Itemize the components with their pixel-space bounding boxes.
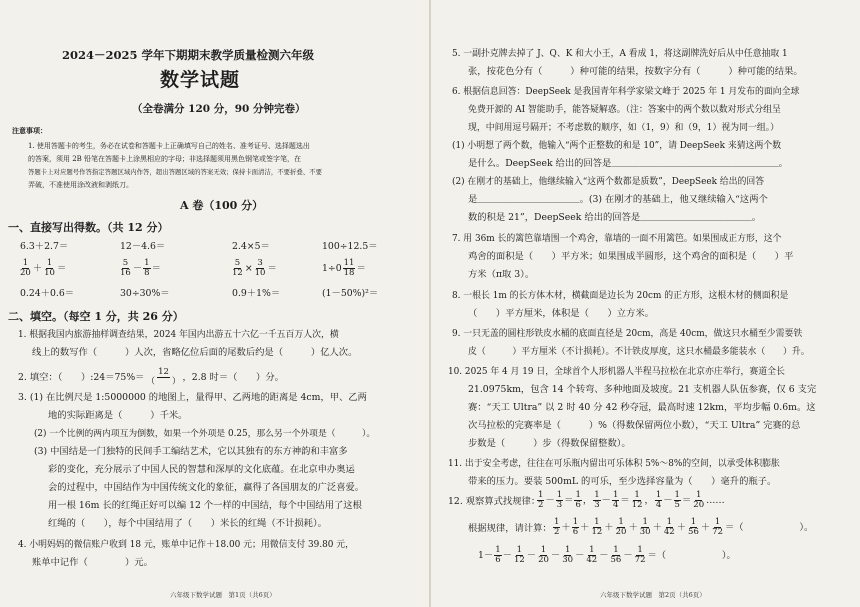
calc-1: 6.3＋2.7＝ <box>20 241 69 252</box>
note-line-1: 1. 使用答题卡的考生，务必在试卷和答题卡上正确填写自己的姓名、准考证号、选择题选出 <box>28 142 310 150</box>
q1-line-2: 线上的数写作（ ）人次，省略亿位后面的尾数后约是（ ）亿人次。 <box>32 347 358 358</box>
note-line-2: 的答案，须用 2B 铅笔在答题卡上涂黑相应的字母；非选择题须用黑色钢笔或签字笔，在 <box>28 155 302 163</box>
volume-a-heading: A 卷（100 分） <box>180 199 264 212</box>
q8-line-1: 8. 一根长 1m 的长方体木材，横截面是边长为 20cm 的正方形，这根木材的侧面积是 <box>452 291 789 301</box>
q5-line-1: 5. 一副扑克牌去掉了 J、Q、K 和大小王，A 看成 1，将这副牌洗好后从中任意抽取 1 <box>452 49 788 59</box>
calc-frac-3: $\frac{5}{12}$ × $\frac{3}{10}$ ＝ <box>232 258 277 278</box>
q6-1-line-1: (1) 小明想了两个数，他输入“两个正整数的和是 10”，请 DeepSeek 来猜这两个数 <box>452 141 782 151</box>
q6-2-line-2: 是＿＿＿＿＿＿＿＿＿＿＿。(3) 在刚才的基础上，他又继续输入“这两个 <box>468 194 768 205</box>
q3-3-line-5: 红绳的（ ），每个中国结用了（ ）米长的红绳（不计损耗）。 <box>48 518 327 529</box>
calc-2: 12－4.6＝ <box>120 241 166 252</box>
q9-line-1: 9. 一只无盖的圆柱形铁皮水桶的底面直径是 20cm，高是 40cm，做这只水桶至少需要铁 <box>452 329 803 339</box>
exam-title: 2024－2025 学年下期期末教学质量检测六年级 <box>62 48 315 62</box>
q3-3-line-3: 会的过程中，中国结作为中国传统文化的象征，赢得了各国朋友的广泛喜爱。 <box>48 482 365 493</box>
q11-line-2: 带来的压力。要装 500mL 的可乐，至少选择容量为（ ）毫升的瓶子。 <box>468 476 777 487</box>
q7-line-1: 7. 用 36m 长的篱笆靠墙围一个鸡舍，靠墙的一面不用篱笆。如果围成正方形，这个 <box>452 234 782 244</box>
q10-line-5: 步数是（ ）步（得数保留整数）。 <box>468 438 631 449</box>
calc-frac-2: $\frac{5}{16}$ － $\frac{1}{8}$ ＝ <box>120 258 161 278</box>
page-2-footer: 六年级下数学试题 第2页（共6页） <box>600 591 706 599</box>
q6-2-line-1: (2) 在刚才的基础上，他继续输入“这两个数都是质数”，DeepSeek 给出的回答 <box>452 177 765 187</box>
calc-8: (1－50%)²＝ <box>322 288 379 299</box>
q6-1-line-2: 是什么。DeepSeek 给出的回答是＿＿＿＿＿＿＿＿＿＿＿＿＿＿＿＿＿＿。 <box>468 158 788 169</box>
q6-line-3: 现，中间用逗号隔开；不考虑数的顺序，如（1，9）和（9，1）视为同一组。） <box>468 123 780 133</box>
full-mark-note: （全卷满分 120 分，90 分钟完卷） <box>132 103 306 115</box>
q11-line-1: 11. 出于安全考虑，往往在可乐瓶内留出可乐体积 5%～8%的空间，以承受体积膨胀 <box>448 459 780 469</box>
calc-6: 30÷30%＝ <box>120 288 170 299</box>
notes-heading: 注意事项： <box>12 126 47 135</box>
page-2 <box>430 0 860 607</box>
q9-line-2: 皮（ ）平方厘米（不计损耗）。不计铁皮厚度，这只水桶最多能装水（ ）升。 <box>468 347 810 357</box>
q12-expression-2: 1－ $\frac{1}{6}$ － $\frac{1}{12}$ － $\frac{1}{20}$ － $\frac{1}{30}$ － $\frac{1}{42}$ － $\frac{1}{56}$ － $\frac{1}{72}$ ＝（ ）。 <box>478 545 736 565</box>
subject-title: 数学试题 <box>160 69 241 91</box>
q3-3-line-2: 彩的变化，充分展示了中国人民的智慧和深厚的文化底蕴。在北京申办奥运 <box>48 464 355 475</box>
q3-3-line-4: 用一根 16m 长的红绳正好可以编 12 个一样的中国结，每个中国结用了这根 <box>48 500 362 511</box>
q10-line-1: 10. 2025 年 4 月 19 日，全球首个人形机器人半程马拉松在北京亦庄举行，赛道全长 <box>448 367 785 377</box>
calc-frac-1: $\frac{1}{20}$ ＋ $\frac{1}{10}$ ＝ <box>20 258 67 278</box>
q12-expression-1: $\frac{1}{2}$ ＋ $\frac{1}{6}$ ＋ $\frac{1}{12}$ ＋ $\frac{1}{20}$ ＋ $\frac{1}{30}$ ＋ $\frac{1}{42}$ ＋ $\frac{1}{56}$ ＋ $\frac{1}{72}$ ＝（ ）。 <box>554 517 814 537</box>
note-line-3: 答题卡上对应题号作答指定答题区域内作答，超出答题区域的答案无效；保持卡面清洁，不要折叠、不要 <box>28 168 322 176</box>
section-1-heading: 一、直接写出得数。（共 12 分） <box>8 221 169 234</box>
q6-line-1: 6. 根据信息回答：DeepSeek 是我国青年科学家梁文峰于 2025 年 1 月发布的面向全球 <box>452 87 800 97</box>
q12-intro: 12. 观察算式找规律： <box>448 496 541 507</box>
q3-1-line-2: 地的实际距离是（ ）千米。 <box>48 410 188 421</box>
q10-line-4: 次马拉松的完赛率是（ ）%（得数保留两位小数），“天工 Ultra” 完赛的总 <box>468 420 801 431</box>
q7-line-3: 方米（π取 3）。 <box>468 269 535 280</box>
section-2-heading: 二、填空。（每空 1 分，共 26 分） <box>8 310 184 323</box>
q6-3-line: 数的积是 21”，DeepSeek 给出的回答是＿＿＿＿＿＿＿＿＿＿＿＿。 <box>468 212 762 223</box>
q6-line-2: 免费开源的 AI 智能助手，能答疑解惑。（注：答案中的两个数以数对形式分组呈 <box>468 105 781 115</box>
q3-3-line-1: (3) 中国结是一门独特的民间手工编结艺术，它以其独有的东方神韵和丰富多 <box>34 446 348 457</box>
q1-line-1: 1. 根据我国内旅游抽样调查结果，2024 年国内出游五十六亿一千五百万人次，横 <box>18 330 339 340</box>
q5-line-2: 张，按花色分有（ ）种可能的结果，按数字分有（ ）种可能的结果。 <box>468 66 803 77</box>
q3-1-line-1: 3. (1) 在比例尺是 1:5000000 的地图上，量得甲、乙两地的距离是 4cm，甲、乙两 <box>18 392 367 403</box>
note-line-4: 弄破，不准使用涂改液和剥纸刀。 <box>28 181 133 189</box>
q3-2: (2) 一个比例的两内项互为倒数，如果一个外项是 0.25，那么另一个外项是（ ）。 <box>34 429 376 439</box>
calc-frac-4: 1÷0 $\frac{11}{18}$ ＝ <box>322 258 366 278</box>
q12-rule-label: 根据规律，请计算： <box>468 523 552 534</box>
q4-line-1: 4. 小明妈妈的微信账户收到 18 元，账单中记作＋18.00 元；用微信支付 39.80 元， <box>18 540 354 550</box>
q2: 2. 填空：（ ）:24＝75%＝ $\frac{12}{( )}$ ，2.8 时＝（ ）分。 <box>18 367 284 387</box>
calc-3: 2.4×5＝ <box>232 241 270 252</box>
q10-line-3: 赛：“天工 Ultra” 以 2 时 40 分 42 秒夺冠，最高时速 12km，平均步幅 0.6m。这 <box>468 402 816 413</box>
page-1-footer: 六年级下数学试题 第1页（共6页） <box>170 591 276 599</box>
q7-line-2: 鸡舍的面积是（ ）平方米；如果围成半圆形，这个鸡舍的面积是（ ）平 <box>468 251 794 262</box>
q10-line-2: 21.0975km，包含 14 个转弯、多种地面及坡度。21 支机器人队伍参赛，仅 6 支完 <box>468 384 817 395</box>
q12-pattern: $\frac{1}{2}$ － $\frac{1}{3}$ ＝ $\frac{1}{6}$ ， $\frac{1}{3}$ － $\frac{1}{4}$ ＝ $\frac{1}{12}$ ， $\frac{1}{4}$ － $\frac{1}{5}$ ＝ $\frac{1}{20}$ …… <box>538 490 725 510</box>
calc-5: 0.24＋0.6＝ <box>20 288 75 299</box>
calc-7: 0.9＋1%＝ <box>232 288 281 299</box>
q8-line-2: （ ）平方厘米，体积是（ ）立方米。 <box>468 308 654 319</box>
q4-line-2: 账单中记作（ ）元。 <box>32 557 153 568</box>
calc-4: 100÷12.5＝ <box>322 241 378 252</box>
